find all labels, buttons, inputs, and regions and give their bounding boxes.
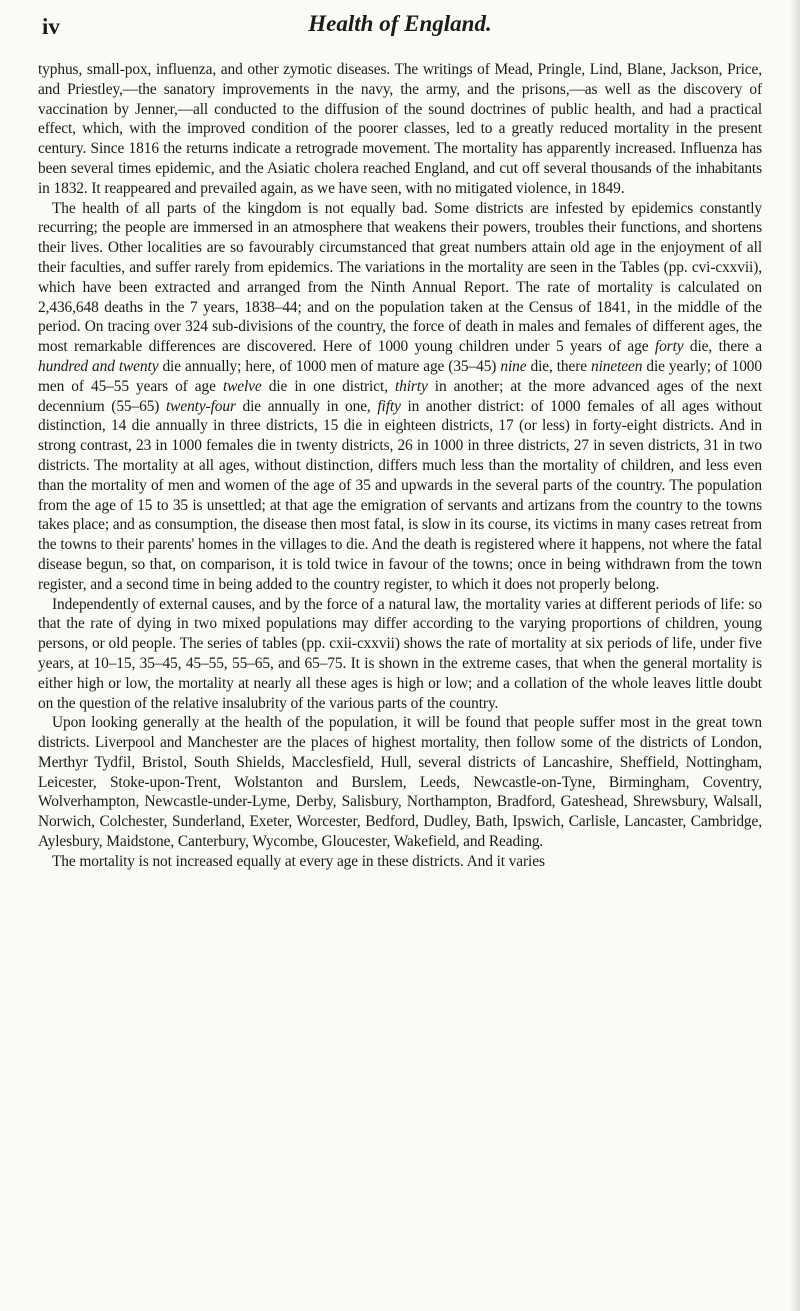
italic-text-run: twenty-four <box>166 397 236 415</box>
italic-text-run: forty <box>654 338 684 356</box>
page-edge-shadow <box>790 0 800 1311</box>
text-run: Independently of external causes, and by the force of a natural law, the mortality varies at different periods of life: so that the rate of dying in two mixed populations may differ according to the varying proportions of children, young persons, or old people. The series of tables (pp. cxii-cxxvii) shows the rate of mortality at six periods of life, under five years, at 10–15, 35–45, 45–55, 55–65, and 65–75. It is shown in the extreme cases, that when the general mortality is either high or low, the mortality at nearly all these ages is high or low; and a collation of the whole leaves little doubt on the question of the relative insalubrity of the various parts of the country. <box>38 595 762 712</box>
text-run: The health of all parts of the kingdom is not equally bad. Some districts are infested by epidemics constantly recurring; the people are immersed in an atmosphere that weakens their powers, troubles their functions, and shortens their lives. Other localities are so favourably circumstanced that great numbers attain old age in the enjoyment of all their faculties, and suffer rarely from epidemics. The variations in the mortality are seen in the Tables (pp. cvi-cxxvii), which have been extracted and arranged from the Ninth Annual Report. The rate of mortality is calculated on 2,436,648 deaths in the 7 years, 1838–44; and on the population taken at the Census of 1841, in the middle of the period. On tracing over 324 sub-divisions of the country, the force of death in males and females of different ages, the most remarkable differences are discovered. Here of 1000 young children under 5 years of age <box>38 199 762 356</box>
text-run: die in one district, <box>261 377 395 395</box>
italic-text-run: twelve <box>222 377 262 395</box>
text-run: die, there a <box>683 338 763 356</box>
running-title: Health of England. <box>308 11 492 36</box>
italic-text-run: thirty <box>394 377 428 395</box>
text-run: Upon looking generally at the health of the population, it will be found that people suffer most in the great town districts. Liverpool and Manchester are the places of highest mortality, then follow some of the districts of London, Merthyr Tydfil, Bristol, South Shields, Macclesfield, Hull, several districts of Lancashire, Sheffield, Nottingham, Leicester, Stoke-upon-Trent, Wolstanton and Burslem, Leeds, Newcastle-on-Tyne, Birmingham, Coventry, Wolverhampton, Newcastle-under-Lyme, Derby, Salisbury, Northampton, Bradford, Gateshead, Shrewsbury, Walsall, Norwich, Colchester, Sunderland, Exeter, Worcester, Bedford, Dudley, Bath, Ipswich, Carlisle, Lancaster, Cambridge, Aylesbury, Maidstone, Canterbury, Wycombe, Gloucester, Wakefield, and Reading. <box>38 714 762 851</box>
paragraph-4 <box>38 713 762 852</box>
italic-text-run: nineteen <box>591 357 643 375</box>
text-run: die, there <box>526 357 592 375</box>
paragraph-1 <box>38 60 762 199</box>
paragraph-5 <box>38 852 762 872</box>
text-run: typhus, small-pox, influenza, and other zymotic diseases. The writings of Mead, Pringle, Lind, Blane, Jackson, Price, and Priestley,—the sanatory improvements in the navy, the army, and the prisons,—as well as the discovery of vaccination by Jenner,—all conducted to the diffusion of the sound doctrines of public health, and had a practical effect, which, with the improved condition of the poorer classes, led to a greatly reduced mortality in the present century. Since 1816 the returns indicate a retrograde movement. The mortality has apparently increased. Influenza has been several times epidemic, and the Asiatic cholera reached England, and cut off several thousands of the inhabitants in 1832. It reappeared and prevailed again, as we have seen, with no mitigated violence, in 1849. <box>38 61 762 197</box>
page-header <box>38 0 762 60</box>
italic-text-run: hundred and twenty <box>38 357 159 375</box>
paragraph-2 <box>38 199 762 595</box>
text-run: die annually in one, <box>235 397 378 415</box>
text-run: die yearly; of 1000 men of 45–55 years of age <box>38 357 762 395</box>
text-run: The mortality is not increased equally at every age in these districts. And it varies <box>52 852 545 870</box>
page-number: iv <box>42 14 60 39</box>
italic-text-run: nine <box>500 357 527 375</box>
text-run: die annually; here, of 1000 men of mature age (35–45) <box>158 357 501 375</box>
body-text <box>38 60 762 872</box>
paragraph-3 <box>38 595 762 714</box>
text-run: in another; at the more advanced ages of the next decennium (55–65) <box>38 377 763 415</box>
italic-text-run: fifty <box>377 397 401 415</box>
text-run: in another district: of 1000 females of all ages without distinction, 14 die annually in three districts, 15 die in eighteen districts, 17 (or less) in forty-eight districts. And in strong contrast, 23 in 1000 females die in twenty districts, 26 in 1000 in three districts, 27 in seven districts, 31 in two districts. The mortality at all ages, without distinction, differs much less than the mortality of children, and less even than the mortality of men and women of the age of 35 and upwards in the several parts of the country. The population from the age of 15 to 35 is unsettled; at that age the emigration of servants and artizans from the country to the towns takes place; and as consumption, the disease then most fatal, is slow in its course, its victims in many cases retreat from the towns to their parents' homes in the villages to die. And the death is registered where it happens, not where the fatal disease begun, so that, on comparison, it is told twice in favour of the towns; once in being withdrawn from the town register, and a second time in being added to the country register, to which it does not properly belong. <box>38 397 762 593</box>
